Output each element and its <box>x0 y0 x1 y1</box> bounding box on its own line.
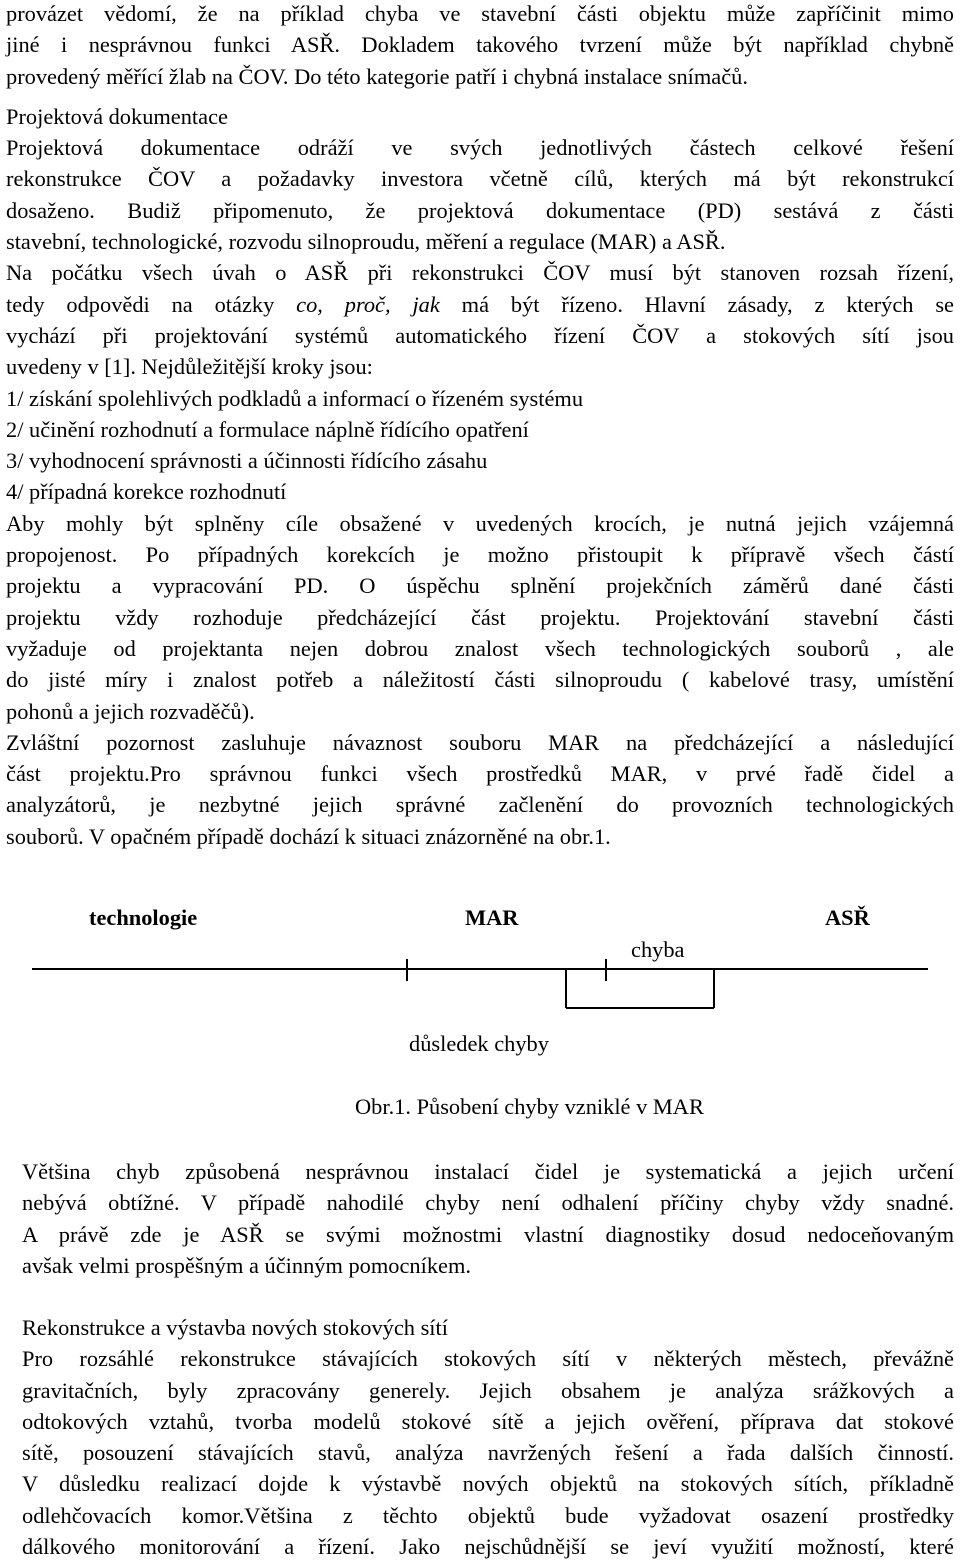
text-line: 2/ učinění rozhodnutí a formulace náplně řídícího opatření <box>6 416 529 442</box>
text-line: projektu vždy rozhoduje předcházející část projektu. Projektování stavební části <box>6 604 954 630</box>
text-line: 3/ vyhodnocení správnosti a účinnosti řídícího zásahu <box>6 448 488 474</box>
text-line: odlehčovacích komor.Většina z těchto objektů bude vyžadovat osazení prostředky <box>22 1502 954 1528</box>
text-line: vychází při projektování systémů automatického řízení ČOV a stokových sítí jsou <box>6 322 954 348</box>
label-asr: ASŘ <box>825 905 870 930</box>
label-dusledek: důsledek chyby <box>409 1031 549 1056</box>
italic-phrase: co, proč, jak <box>296 291 440 317</box>
text-line: analyzátorů, je nezbytné jejich správné začlenění do provozních technologických <box>6 792 954 818</box>
text-line: dálkového monitorování a řízení. Jako nejschůdnější se jeví využití možností, které <box>22 1534 954 1560</box>
text-line: sítě, posouzení stávajících stavů, analýza navržených řešení a řada dalších činností. <box>22 1440 954 1466</box>
text-line: část projektu.Pro správnou funkci všech prostředků MAR, v prvé řadě čidel a <box>6 761 954 787</box>
text-block-3 <box>22 1312 954 1562</box>
text-line: vyžaduje od projektanta nejen dobrou znalost všech technologických souborů , ale <box>6 635 954 661</box>
label-chyba: chyba <box>631 937 685 962</box>
text-line: projektu a vypracování PD. O úspěchu splnění projekčních záměrů dané části <box>6 573 954 599</box>
text-line: souborů. V opačném případě dochází k situaci znázorněné na obr.1. <box>6 823 611 849</box>
text-line: provázet vědomí, že na příklad chyba ve stavební části objektu může zapříčinit mimo <box>6 1 954 26</box>
text-line: gravitačních, byly zpracovány generely. Jejich obsahem je analýza srážkových a <box>22 1377 954 1403</box>
text-line: A právě zde je ASŘ se svými možnostmi vlastní diagnostiky dosud nedoceňovaným <box>22 1221 954 1247</box>
text-line: odtokových vztahů, tvorba modelů stokové sítě a jejich ověření, příprava dat stokové <box>22 1408 954 1434</box>
text-line: propojenost. Po případných korekcích je možno přistoupit k přípravě všech částí <box>6 542 954 568</box>
text-block-2 <box>22 1156 954 1281</box>
text-line: uvedeny v [1]. Nejdůležitější kroky jsou: <box>6 354 373 380</box>
label-mar: MAR <box>465 905 519 930</box>
text-line: dosaženo. Budiž připomenuto, že projektová dokumentace (PD) sestává z části <box>6 197 954 223</box>
text-line: stavební, technologické, rozvodu silnoproudu, měření a regulace (MAR) a ASŘ. <box>6 229 726 255</box>
text-line: rekonstrukce ČOV a požadavky investora včetně cílů, kterých má být rekonstrukcí <box>6 166 954 192</box>
text-line: jiné i nesprávnou funkci ASŘ. Dokladem takového tvrzení může být například chybně <box>6 32 954 58</box>
text-line: Na počátku všech úvah o ASŘ při rekonstrukci ČOV musí být stanoven rozsah řízení, <box>6 260 954 286</box>
text-line: Projektová dokumentace odráží ve svých jednotlivých částech celkové řešení <box>6 135 954 161</box>
text-line: do jisté míry i znalost potřeb a náležitostí části silnoproudu ( kabelové trasy, umístění <box>6 667 954 693</box>
text-segment: tedy odpovědi na otázky <box>6 291 297 317</box>
text-line <box>6 289 954 320</box>
text-line: 4/ případná korekce rozhodnutí <box>6 479 287 505</box>
label-technologie: technologie <box>89 905 198 930</box>
text-line: nebývá obtížné. V případě nahodilé chyby není odhalení příčiny chyby vždy snadné. <box>22 1190 954 1216</box>
text-line: provedený měřící žlab na ČOV. Do této kategorie patří i chybná instalace snímačů. <box>6 63 748 89</box>
text-line: Projektová dokumentace <box>6 103 228 129</box>
text-line: Většina chyb způsobená nesprávnou instalací čidel je systematická a jejich určení <box>22 1159 954 1184</box>
figure-caption: Obr.1. Působení chyby vzniklé v MAR <box>355 1094 704 1119</box>
text-line: avšak velmi prospěšným a účinným pomocníkem. <box>22 1252 471 1278</box>
text-segment: má být řízeno. Hlavní zásady, z kterých se <box>439 291 954 317</box>
text-block-1 <box>6 0 954 852</box>
text-line: V důsledku realizací dojde k výstavbě nových objektů na stokových sítích, příkladně <box>22 1471 954 1497</box>
text-line: Zvláštní pozornost zasluhuje návaznost souboru MAR na předcházející a následující <box>6 729 954 755</box>
text-line: Rekonstrukce a výstavba nových stokových sítí <box>22 1315 448 1340</box>
text-line: pohonů a jejich rozvaděčů). <box>6 698 255 724</box>
text-line: 1/ získání spolehlivých podkladů a informací o řízeném systému <box>6 385 584 411</box>
text-line: Pro rozsáhlé rekonstrukce stávajících stokových sítí v některých městech, převážně <box>22 1346 954 1372</box>
text-line: Aby mohly být splněny cíle obsažené v uvedených krocích, je nutná jejich vzájemná <box>6 510 954 536</box>
